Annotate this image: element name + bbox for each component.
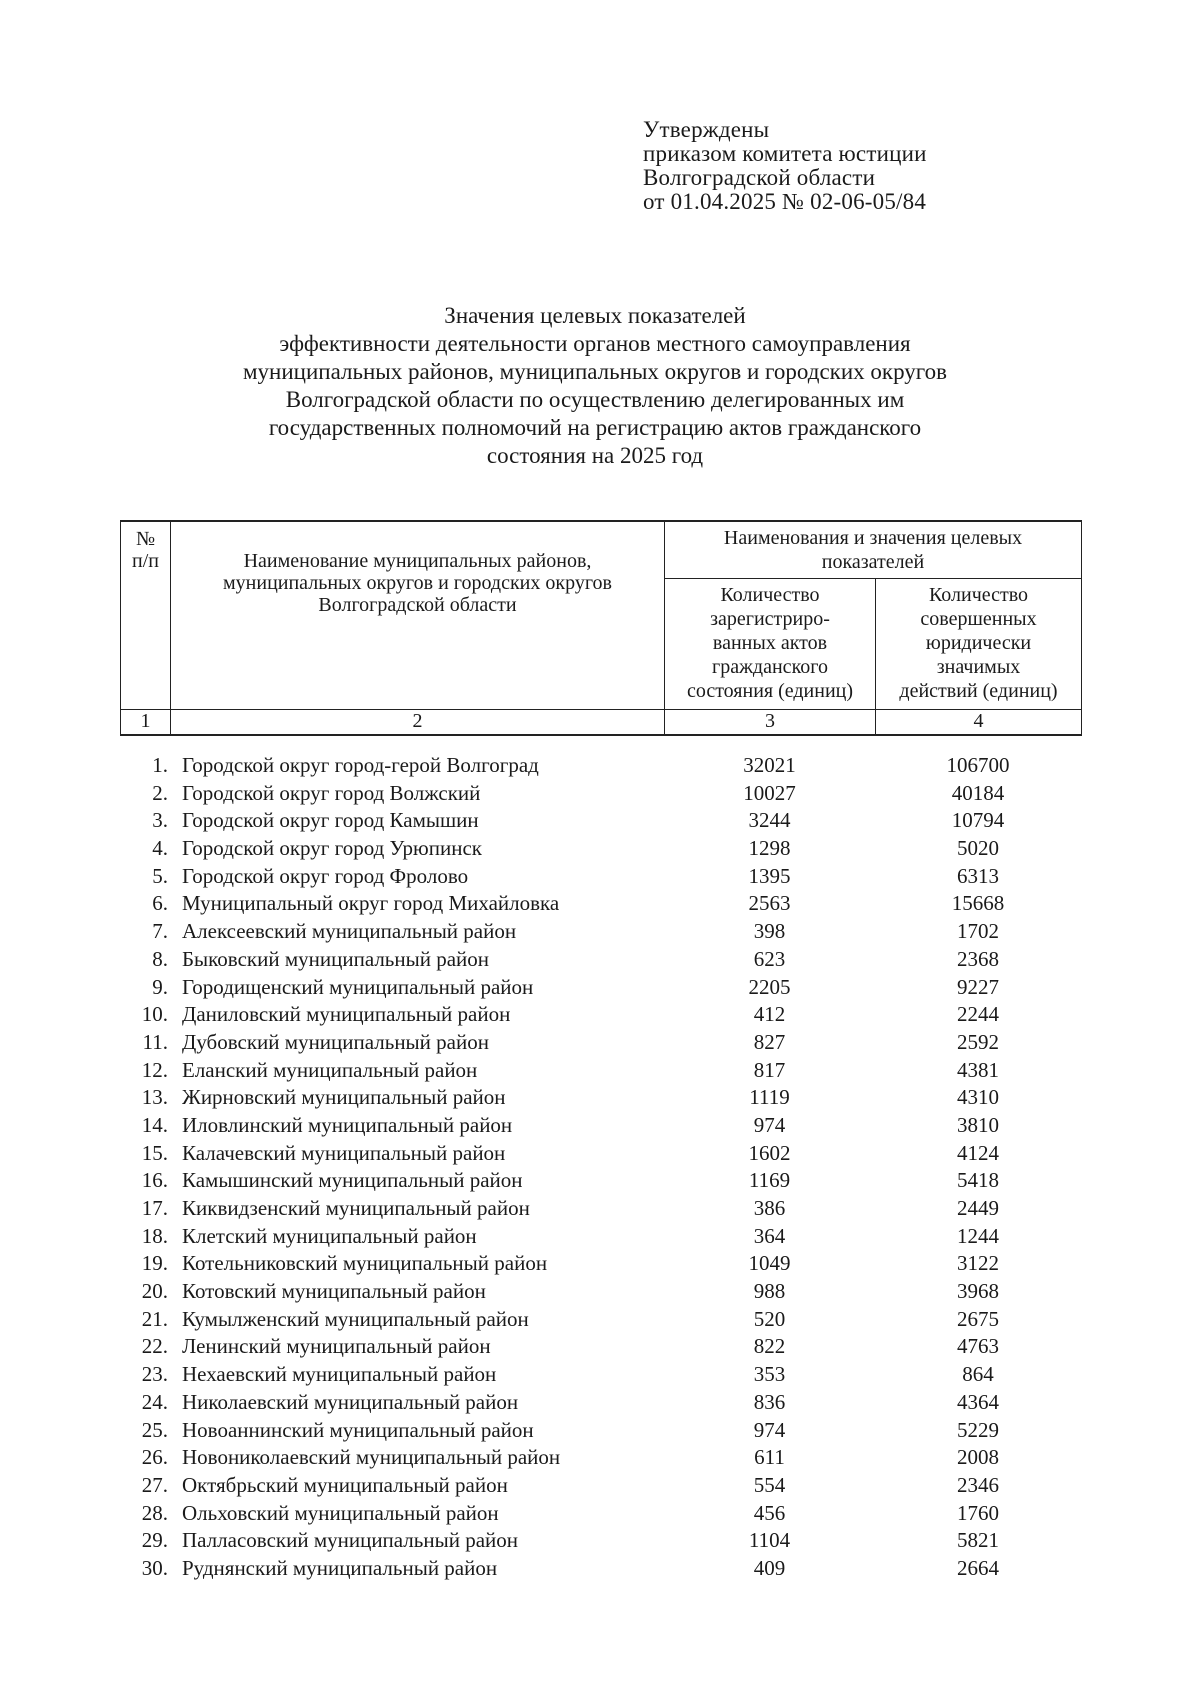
table-row (120, 1167, 1081, 1195)
registered-acts-value: 827 (753, 1029, 786, 1054)
table-row (120, 890, 1081, 918)
approval-line: Утверждены (643, 117, 770, 142)
registered-acts-value: 822 (753, 1334, 786, 1359)
title-line: муниципальных районов, муниципальных округов и городских округов (243, 359, 947, 384)
row-number: 13. (141, 1085, 168, 1110)
table-row (120, 1417, 1081, 1445)
approval-line: приказом комитета юстиции (643, 141, 927, 166)
legal-actions-value: 2346 (957, 1472, 999, 1497)
municipality-name: Кумылженский муниципальный район (182, 1306, 529, 1331)
table-row (120, 1555, 1081, 1583)
municipality-name: Котовский муниципальный район (182, 1279, 486, 1304)
row-number: 26. (141, 1445, 168, 1470)
legal-actions-value: 2008 (957, 1445, 999, 1470)
legal-actions-value: 864 (962, 1362, 994, 1387)
title-line: состояния на 2025 год (486, 443, 704, 468)
municipality-name: Алексеевский муниципальный район (182, 919, 517, 944)
registered-acts-value: 611 (754, 1445, 785, 1470)
municipality-name: Николаевский муниципальный район (182, 1389, 519, 1414)
row-number: 2. (152, 780, 168, 805)
municipality-name: Киквидзенский муниципальный район (182, 1196, 530, 1220)
approval-block (643, 118, 927, 214)
registered-acts-value: 554 (753, 1472, 786, 1497)
approval-line: Волгоградской области (643, 165, 876, 190)
municipality-name: Калачевский муниципальный район (182, 1140, 506, 1165)
municipality-name: Даниловский муниципальный район (182, 1002, 511, 1027)
title-line: эффективности деятельности органов местного самоуправления (279, 331, 911, 356)
legal-actions-value: 2664 (957, 1555, 999, 1580)
table-row (120, 863, 1081, 891)
header-number: № п/п (121, 521, 171, 710)
registered-acts-value: 1104 (748, 1528, 791, 1553)
row-number: 20. (141, 1279, 168, 1304)
municipality-name: Городской округ город Фролово (182, 863, 469, 888)
registered-acts-value: 386 (753, 1196, 786, 1220)
legal-actions-value: 2244 (957, 1002, 999, 1027)
registered-acts-value: 1298 (748, 836, 791, 861)
table-row (120, 807, 1081, 835)
table-header (120, 520, 1082, 736)
row-number: 9. (152, 974, 168, 999)
registered-acts-value: 364 (753, 1223, 786, 1248)
municipality-name: Быковский муниципальный район (182, 946, 490, 971)
legal-actions-value: 106700 (946, 753, 1010, 777)
legal-actions-value: 1244 (957, 1223, 999, 1248)
table-row (120, 835, 1081, 863)
row-number: 6. (152, 891, 168, 916)
registered-acts-value: 836 (753, 1389, 786, 1414)
row-number: 16. (141, 1168, 168, 1193)
table-row (120, 1527, 1081, 1555)
table-row (120, 1333, 1081, 1361)
municipality-name: Городской округ город Урюпинск (182, 836, 482, 861)
table-row (120, 1084, 1081, 1112)
legal-actions-value: 10794 (951, 808, 1005, 833)
row-number: 22. (141, 1334, 168, 1359)
registered-acts-value: 1119 (749, 1085, 790, 1110)
registered-acts-value: 2563 (748, 891, 791, 916)
legal-actions-value: 2592 (957, 1029, 999, 1054)
table-row (120, 918, 1081, 946)
municipality-name: Городской округ город Камышин (182, 808, 479, 833)
header-municipality-name: Наименование муниципальных районов, муниципальных округов и городских округов Волгоградской области (171, 521, 665, 710)
registered-acts-value: 353 (753, 1362, 786, 1387)
registered-acts-value: 2205 (748, 974, 791, 999)
registered-acts-value: 3244 (748, 808, 791, 833)
row-number: 28. (141, 1500, 168, 1525)
table-row (120, 946, 1081, 974)
legal-actions-value: 1702 (957, 919, 999, 944)
row-number: 10. (141, 1002, 168, 1027)
row-number: 30. (141, 1555, 168, 1580)
legal-actions-value: 5418 (957, 1168, 999, 1193)
municipality-name: Жирновский муниципальный район (182, 1085, 506, 1110)
registered-acts-value: 1049 (748, 1251, 791, 1276)
row-number: 17. (141, 1196, 168, 1220)
municipality-name: Городской округ город-герой Волгоград (182, 753, 539, 777)
legal-actions-value: 5229 (957, 1417, 999, 1442)
legal-actions-value: 6313 (957, 863, 999, 888)
row-number: 14. (141, 1112, 168, 1137)
legal-actions-value: 2368 (957, 946, 999, 971)
table-row (120, 1444, 1081, 1472)
legal-actions-value: 3968 (957, 1279, 999, 1304)
row-number: 5. (152, 863, 168, 888)
row-number: 21. (141, 1306, 168, 1331)
table-row (120, 752, 1081, 780)
legal-actions-value: 9227 (957, 974, 999, 999)
table-row (120, 1057, 1081, 1085)
row-number: 19. (141, 1251, 168, 1276)
column-number-2: 2 (171, 710, 665, 736)
row-number: 29. (141, 1528, 168, 1553)
row-number: 24. (141, 1389, 168, 1414)
municipality-name: Муниципальный округ город Михайловка (182, 891, 560, 916)
row-number: 18. (141, 1223, 168, 1248)
title-line: Значения целевых показателей (444, 303, 746, 328)
table-row (120, 1278, 1081, 1306)
municipality-name: Нехаевский муниципальный район (182, 1362, 497, 1387)
table-row (120, 1389, 1081, 1417)
legal-actions-value: 4364 (957, 1389, 999, 1414)
row-number: 12. (141, 1057, 168, 1082)
title-line: Волгоградской области по осуществлению делегированных им (285, 387, 905, 412)
legal-actions-value: 3122 (957, 1251, 999, 1276)
header-registered-acts: Количество зарегистриро- ванных актов гражданского состояния (единиц) (665, 579, 876, 710)
registered-acts-value: 412 (753, 1002, 786, 1027)
row-number: 4. (152, 836, 168, 861)
municipality-name: Дубовский муниципальный район (182, 1029, 489, 1054)
registered-acts-value: 974 (753, 1112, 786, 1137)
registered-acts-value: 623 (753, 946, 786, 971)
municipality-name: Еланский муниципальный район (182, 1057, 478, 1082)
registered-acts-value: 520 (753, 1306, 786, 1331)
table-row (120, 1306, 1081, 1334)
legal-actions-value: 4310 (957, 1085, 999, 1110)
table-row (120, 1223, 1081, 1251)
registered-acts-value: 988 (753, 1279, 786, 1304)
legal-actions-value: 15668 (951, 891, 1005, 916)
row-number: 7. (152, 919, 168, 944)
municipality-name: Ленинский муниципальный район (182, 1334, 491, 1359)
municipality-name: Котельниковский муниципальный район (182, 1251, 548, 1276)
registered-acts-value: 1395 (748, 863, 791, 888)
registered-acts-value: 32021 (743, 753, 796, 777)
row-number: 8. (152, 946, 168, 971)
municipality-name: Городищенский муниципальный район (182, 974, 534, 999)
document-title (140, 302, 1050, 470)
legal-actions-value: 4763 (957, 1334, 999, 1359)
registered-acts-value: 409 (753, 1555, 786, 1580)
municipality-name: Городской округ город Волжский (182, 780, 481, 805)
registered-acts-value: 1169 (748, 1168, 791, 1193)
table-row (120, 1361, 1081, 1389)
table-row (120, 1500, 1081, 1528)
municipality-name: Камышинский муниципальный район (182, 1168, 523, 1193)
legal-actions-value: 5821 (957, 1528, 999, 1553)
row-number: 11. (142, 1029, 168, 1054)
row-number: 25. (141, 1417, 168, 1442)
registered-acts-value: 1602 (748, 1140, 791, 1165)
legal-actions-value: 3810 (957, 1112, 999, 1137)
municipality-name: Иловлинский муниципальный район (182, 1112, 513, 1137)
header-indicators: Наименования и значения целевых показателей (665, 521, 1082, 579)
municipality-name: Октябрьский муниципальный район (182, 1472, 508, 1497)
legal-actions-value: 40184 (951, 780, 1005, 805)
table-row (120, 1112, 1081, 1140)
legal-actions-value: 4381 (957, 1057, 999, 1082)
municipality-name: Ольховский муниципальный район (182, 1500, 499, 1525)
municipality-name: Палласовский муниципальный район (182, 1528, 518, 1553)
table-body (120, 752, 1081, 1583)
registered-acts-value: 456 (753, 1500, 786, 1525)
column-number-3: 3 (665, 710, 876, 736)
table-row (120, 1250, 1081, 1278)
table-row (120, 1029, 1081, 1057)
table-row (120, 780, 1081, 808)
registered-acts-value: 974 (753, 1417, 786, 1442)
row-number: 3. (152, 808, 168, 833)
municipality-name: Новониколаевский муниципальный район (182, 1445, 561, 1470)
legal-actions-value: 5020 (957, 836, 999, 861)
row-number: 15. (141, 1140, 168, 1165)
table-row (120, 974, 1081, 1002)
municipality-name: Новоаннинский муниципальный район (182, 1417, 534, 1442)
legal-actions-value: 2449 (957, 1196, 999, 1220)
registered-acts-value: 10027 (743, 780, 796, 805)
table-row (120, 1001, 1081, 1029)
legal-actions-value: 2675 (957, 1306, 999, 1331)
row-number: 23. (141, 1362, 168, 1387)
table-row (120, 1140, 1081, 1168)
legal-actions-value: 4124 (957, 1140, 999, 1165)
municipality-name: Руднянский муниципальный район (182, 1555, 498, 1580)
legal-actions-value: 1760 (957, 1500, 999, 1525)
approval-line: от 01.04.2025 № 02-06-05/84 (643, 189, 927, 214)
table-row (120, 1195, 1081, 1223)
registered-acts-value: 817 (753, 1057, 786, 1082)
column-number-1: 1 (121, 710, 171, 736)
row-number: 1. (152, 753, 168, 777)
title-line: государственных полномочий на регистрацию актов гражданского (268, 415, 922, 440)
table-row (120, 1472, 1081, 1500)
header-legal-actions: Количество совершенных юридически значимых действий (единиц) (876, 579, 1082, 710)
registered-acts-value: 398 (753, 919, 786, 944)
column-number-4: 4 (876, 710, 1082, 736)
municipality-name: Клетский муниципальный район (182, 1223, 477, 1248)
row-number: 27. (141, 1472, 168, 1497)
